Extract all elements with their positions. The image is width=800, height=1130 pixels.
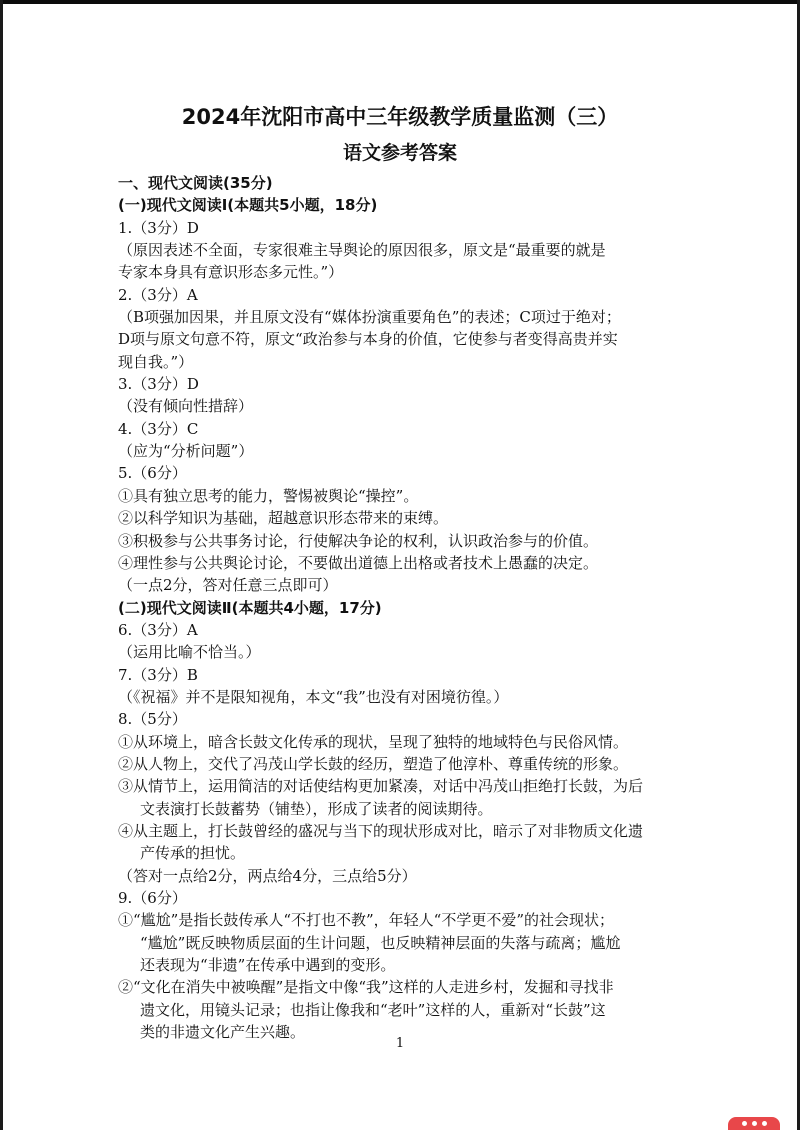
answer-line: 7.（3分）B (118, 665, 198, 684)
point-line: ③从情节上，运用简洁的对话使结构更加紧凑，对话中冯茂山拒绝打长鼓，为后 (118, 777, 644, 796)
point-line: ③积极参与公共事务讨论，行使解决争论的权利，认识政治参与的价值。 (118, 531, 599, 550)
point-line: ①“尴尬”是指长鼓传承人“不打也不教”，年轻人“不学更不爱”的社会现状； (118, 911, 615, 930)
answer-line: 6.（3分）A (118, 620, 198, 639)
subsection-heading: (一)现代文阅读Ⅰ(本题共5小题，18分) (118, 196, 378, 215)
badge-dot-icon (762, 1121, 767, 1126)
subsection-heading: (二)现代文阅读Ⅱ(本题共4小题，17分) (118, 598, 382, 617)
point-line-continued: 文表演打长鼓蓄势（铺垫），形成了读者的阅读期待。 (140, 799, 493, 818)
answer-line: 8.（5分） (118, 710, 187, 729)
explanation-line: 现自我。”） (118, 352, 194, 371)
page-number: 1 (395, 1036, 405, 1051)
scoring-note: （答对一点给2分，两点给4分，三点给5分） (118, 866, 417, 885)
explanation-line: （应为“分析问题”） (118, 442, 254, 461)
answer-line: 3.（3分）D (118, 375, 199, 394)
corner-badge (728, 1117, 780, 1130)
point-line-continued: “尴尬”既反映物质层面的生计问题，也反映精神层面的失落与疏离；尴尬 (140, 933, 621, 952)
explanation-line: （B项强加因果，并且原文没有“媒体扮演重要角色”的表述；C项过于绝对； (118, 308, 621, 327)
answer-line: 4.（3分）C (118, 419, 199, 438)
point-line-continued: 遗文化，用镜头记录；也指让像我和“老叶”这样的人，重新对“长鼓”这 (140, 1000, 606, 1019)
point-line: ①从环境上，暗含长鼓文化传承的现状，呈现了独特的地域特色与民俗风情。 (118, 732, 629, 751)
point-line: ②“文化在消失中被唤醒”是指文中像“我”这样的人走进乡村，发掘和寻找非 (118, 978, 614, 997)
explanation-line: （没有倾向性措辞） (118, 397, 254, 416)
document-title: 2024年沈阳市高中三年级教学质量监测（三） (181, 105, 619, 129)
explanation-line: 专家本身具有意识形态多元性。”） (118, 263, 344, 282)
explanation-line: （《祝福》并不是限知视角，本文“我”也没有对困境彷徨。） (118, 687, 509, 706)
document-subtitle: 语文参考答案 (342, 142, 457, 164)
badge-dot-icon (752, 1121, 757, 1126)
explanation-line: D项与原文句意不符，原文“政治参与本身的价值，它使参与者变得高贵并实 (118, 330, 618, 349)
scoring-note: （一点2分，答对任意三点即可） (118, 576, 338, 595)
explanation-line: （运用比喻不恰当。） (118, 643, 261, 662)
explanation-line: （原因表述不全面，专家很难主导舆论的原因很多，原文是“最重要的就是 (118, 241, 606, 260)
scan-border-left (0, 0, 3, 1130)
point-line: ②以科学知识为基础，超越意识形态带来的束缚。 (118, 509, 449, 528)
answer-line: 5.（6分） (118, 464, 187, 483)
scan-border-top (0, 0, 800, 4)
point-line: ④从主题上，打长鼓曾经的盛况与当下的现状形成对比，暗示了对非物质文化遗 (118, 821, 644, 840)
section-heading: 一、现代文阅读(35分) (118, 174, 273, 192)
point-line-continued: 还表现为“非遗”在传承中遇到的变形。 (140, 956, 396, 975)
answer-line: 2.（3分）A (118, 285, 198, 304)
badge-dot-icon (742, 1121, 747, 1126)
point-line: ④理性参与公共舆论讨论，不要做出道德上出格或者技术上愚蠢的决定。 (118, 553, 599, 572)
point-line-continued: 类的非遗文化产生兴趣。 (140, 1023, 306, 1042)
point-line: ①具有独立思考的能力，警惕被舆论“操控”。 (118, 486, 419, 505)
answer-line: 1.（3分）D (118, 218, 199, 237)
answer-content (118, 172, 688, 1043)
point-line-continued: 产传承的担忧。 (140, 844, 246, 863)
answer-line: 9.（6分） (118, 889, 187, 907)
point-line: ②从人物上，交代了冯茂山学长鼓的经历，塑造了他淳朴、尊重传统的形象。 (118, 754, 629, 773)
